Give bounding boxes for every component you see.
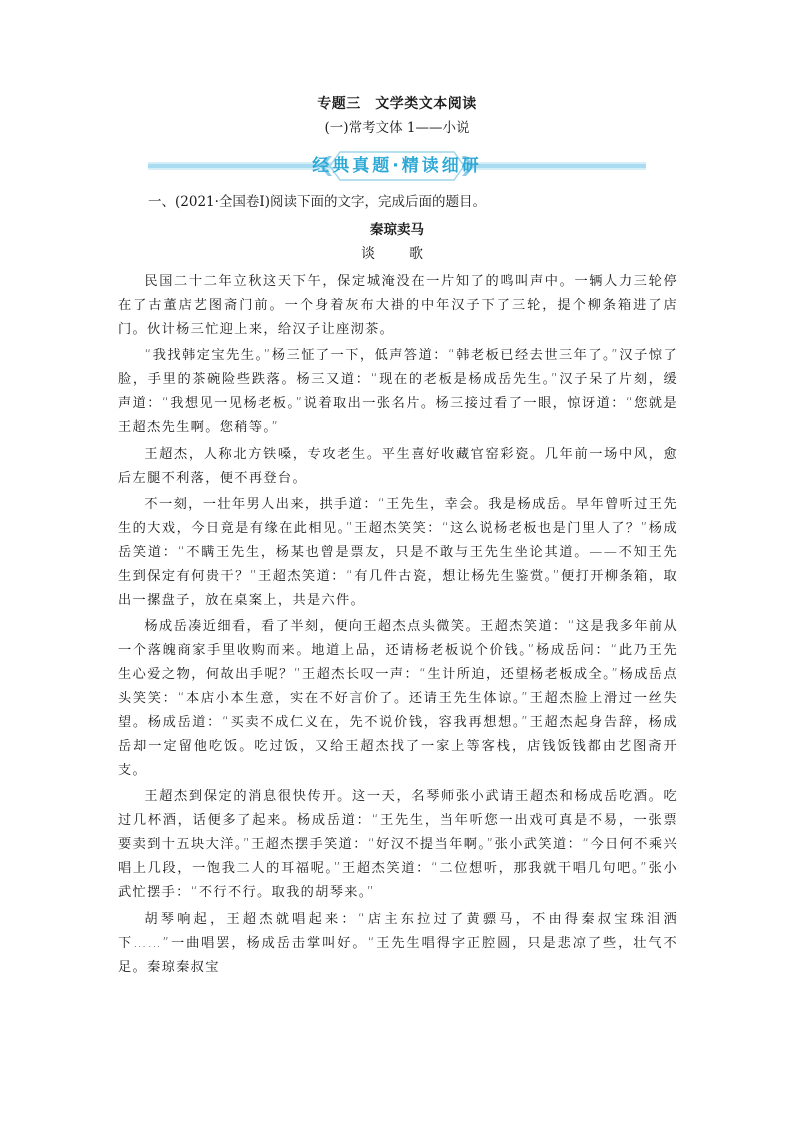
banner-title: 经典真题·精读细研	[312, 156, 482, 176]
story-body	[118, 270, 678, 982]
story-paragraph: 杨成岳凑近细看，看了半刻，便向王超杰点头微笑。王超杰笑道：“这是我多年前从一个落魄商家手里收购而来。地道上品，还请杨老板说个价钱。”杨成岳问：“此乃王先生心爱之物，何故出手呢？”王超杰长叹一声：“生计所迫，还望杨老板成全。”杨成岳点头笑笑：“本店小本生意，实在不好言价了。还请王先生体谅。”王超杰脸上滑过一丝失望。杨成岳道：“买卖不成仁义在，先不说价钱，容我再想想。”王超杰起身告辞，杨成岳却一定留他吃饭。吃过饭，又给王超杰找了一家上等客栈，店钱饭钱都由艺图斋开支。	[118, 619, 678, 779]
story-paragraph: 胡琴响起，王超杰就唱起来：“店主东拉过了黄骠马，不由得秦叔宝珠泪洒下……”一曲唱罢，杨成岳击掌叫好。“王先生唱得字正腔圆，只是悲凉了些，壮气不足。秦琼秦叔宝	[118, 911, 678, 975]
document-title: 专题三 文学类文本阅读	[317, 96, 477, 112]
story-paragraph: 不一刻，一壮年男人出来，拱手道：“王先生，幸会。我是杨成岳。早年曾听过王先生的大戏，今日竟是有缘在此相见。”王超杰笑笑：“这么说杨老板也是门里人了？”杨成岳笑道：“不瞒王先生，杨某也曾是票友，只是不敢与王先生坐论其道。——不知王先生到保定有何贵干？”王超杰笑道：“有几件古瓷，想让杨先生鉴赏。”便打开柳条箱，取出一摞盘子，放在桌案上，共是六件。	[118, 496, 678, 608]
document-subtitle: (一)常考文体 1——小说	[324, 120, 470, 136]
header-block	[0, 94, 794, 138]
story-paragraph: 王超杰到保定的消息很快传开。这一天，名琴师张小武请王超杰和杨成岳吃酒。吃过几杯酒，话便多了起来。杨成岳道：“王先生，当年听您一出戏可真是不易，一张票要卖到十五块大洋。”王超杰摆手笑道：“好汉不提当年啊。”张小武笑道：“今日何不乘兴唱上几段，一饱我二人的耳福呢。”王超杰笑道：“二位想听，那我就干唱几句吧。”张小武忙摆手：“不行不行。取我的胡琴来。”	[118, 789, 678, 901]
story-author: 谈 歌	[361, 246, 433, 262]
story-paragraph: 王超杰，人称北方铁嗓，专攻老生。平生喜好收藏官窑彩瓷。几年前一场中风，愈后左腿不利落，便不再登台。	[118, 446, 678, 486]
story-paragraph: “我找韩定宝先生。”杨三怔了一下，低声答道：“韩老板已经去世三年了。”汉子惊了脸，手里的茶碗险些跌落。杨三又道：“现在的老板是杨成岳先生。”汉子呆了片刻，缓声道：“我想见一见杨老板。”说着取出一张名片。杨三接过看了一眼，惊讶道：“您就是王超杰先生啊。您稍等。”	[118, 348, 678, 436]
story-title: 秦琼卖马	[370, 222, 424, 238]
story-paragraph: 民国二十二年立秋这天下午，保定城淹没在一片知了的鸣叫声中。一辆人力三轮停在了古董店艺图斋门前。一个身着灰布大褂的中年汉子下了三轮，提个柳条箱进了店门。伙计杨三忙迎上来，给汉子让座沏茶。	[118, 274, 678, 337]
section-banner	[148, 151, 646, 181]
question-prompt: 一、(2021·全国卷Ⅰ)阅读下面的文字，完成后面的题目。	[148, 194, 487, 210]
